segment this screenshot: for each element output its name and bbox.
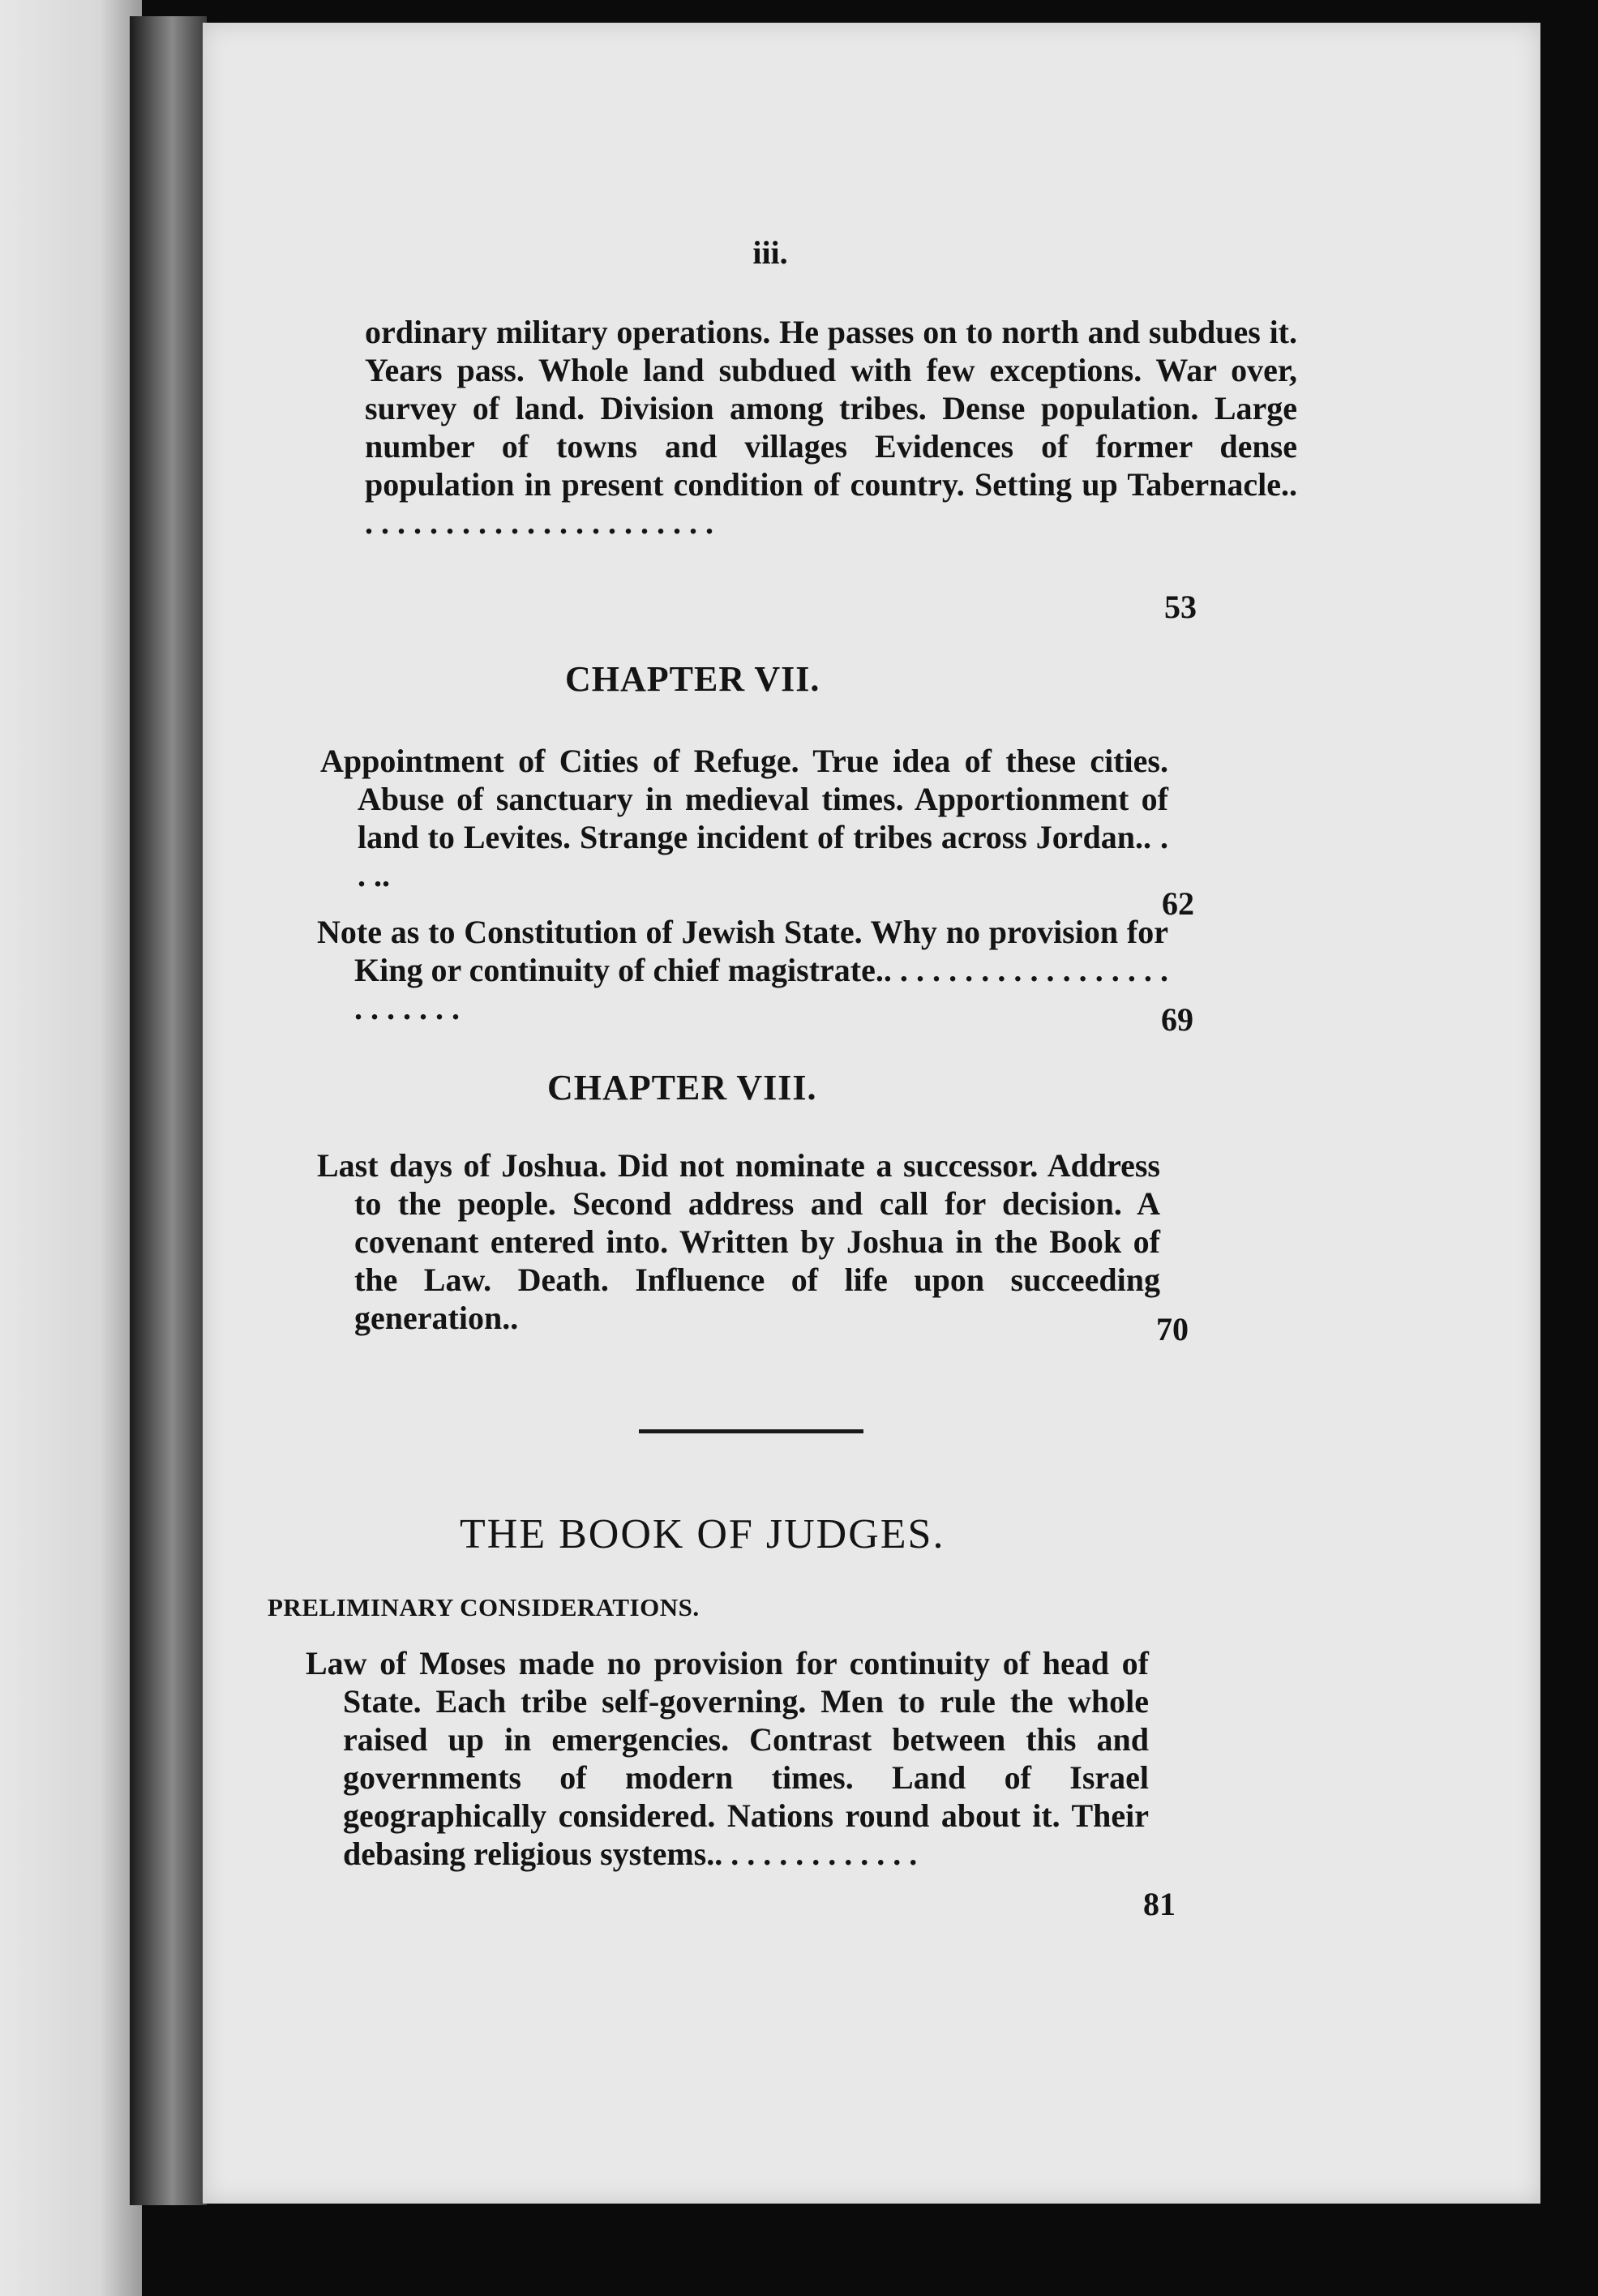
section-subheading: PRELIMINARY CONSIDERATIONS. [268, 1593, 700, 1621]
section-divider [639, 1429, 863, 1433]
contents-entry [306, 1644, 1149, 1873]
contents-entry-page: 81 [1143, 1886, 1176, 1922]
chapter-heading: CHAPTER VII. [565, 659, 820, 699]
contents-entry-text: Law of Moses made no provision for continuity of head of State. Each tribe self-governing. Men to rule the whole raised up in emergencies. Contrast between this and governments of modern times. Land of Israel geographically considered. Nations round about it. Their debasing religious systems.. . . . . . . . . . . . . [306, 1645, 1149, 1872]
contents-entry [320, 742, 1168, 894]
contents-page [203, 23, 1540, 2204]
page-number: iii. [752, 234, 788, 271]
contents-entry-text: Appointment of Cities of Refuge. True idea of these cities. Abuse of sanctuary in medieval times. Apportionment of land to Levites. Strange incident of tribes across Jordan.. . . .. [320, 743, 1168, 893]
book-spine-shadow [130, 16, 207, 2205]
section-title: THE BOOK OF JUDGES. [460, 1511, 945, 1557]
contents-entry [317, 1146, 1160, 1337]
facing-page-edge [0, 0, 142, 2296]
contents-entry [317, 913, 1168, 1027]
contents-entry-page: 53 [1164, 589, 1197, 625]
contents-entry-page: 70 [1156, 1311, 1189, 1347]
contents-entry [365, 313, 1297, 542]
contents-entry-page: 62 [1162, 885, 1194, 922]
contents-entry-text: ordinary military operations. He passes on to north and subdues it. Years pass. Whole land subdued with few exceptions. War over, survey of land. Division among tribes. Dense population. Large number of towns and villages Evidences of former dense population in present condition of country. Setting up Tabernacle.. . . . . . . . . . . . . . . . . . . . . . . [365, 314, 1297, 541]
chapter-heading: CHAPTER VIII. [547, 1068, 817, 1107]
contents-entry-text: Note as to Constitution of Jewish State. Why no provision for King or continuity of chief magistrate.. . . . . . . . . . . . . . . . . . . . . . . . . [317, 914, 1168, 1026]
contents-entry-page: 69 [1161, 1001, 1193, 1038]
contents-entry-text: Last days of Joshua. Did not nominate a successor. Address to the people. Second address and call for decision. A covenant entered into. Written by Joshua in the Book of the Law. Death. Influence of life upon succeeding generation.. [317, 1147, 1160, 1336]
